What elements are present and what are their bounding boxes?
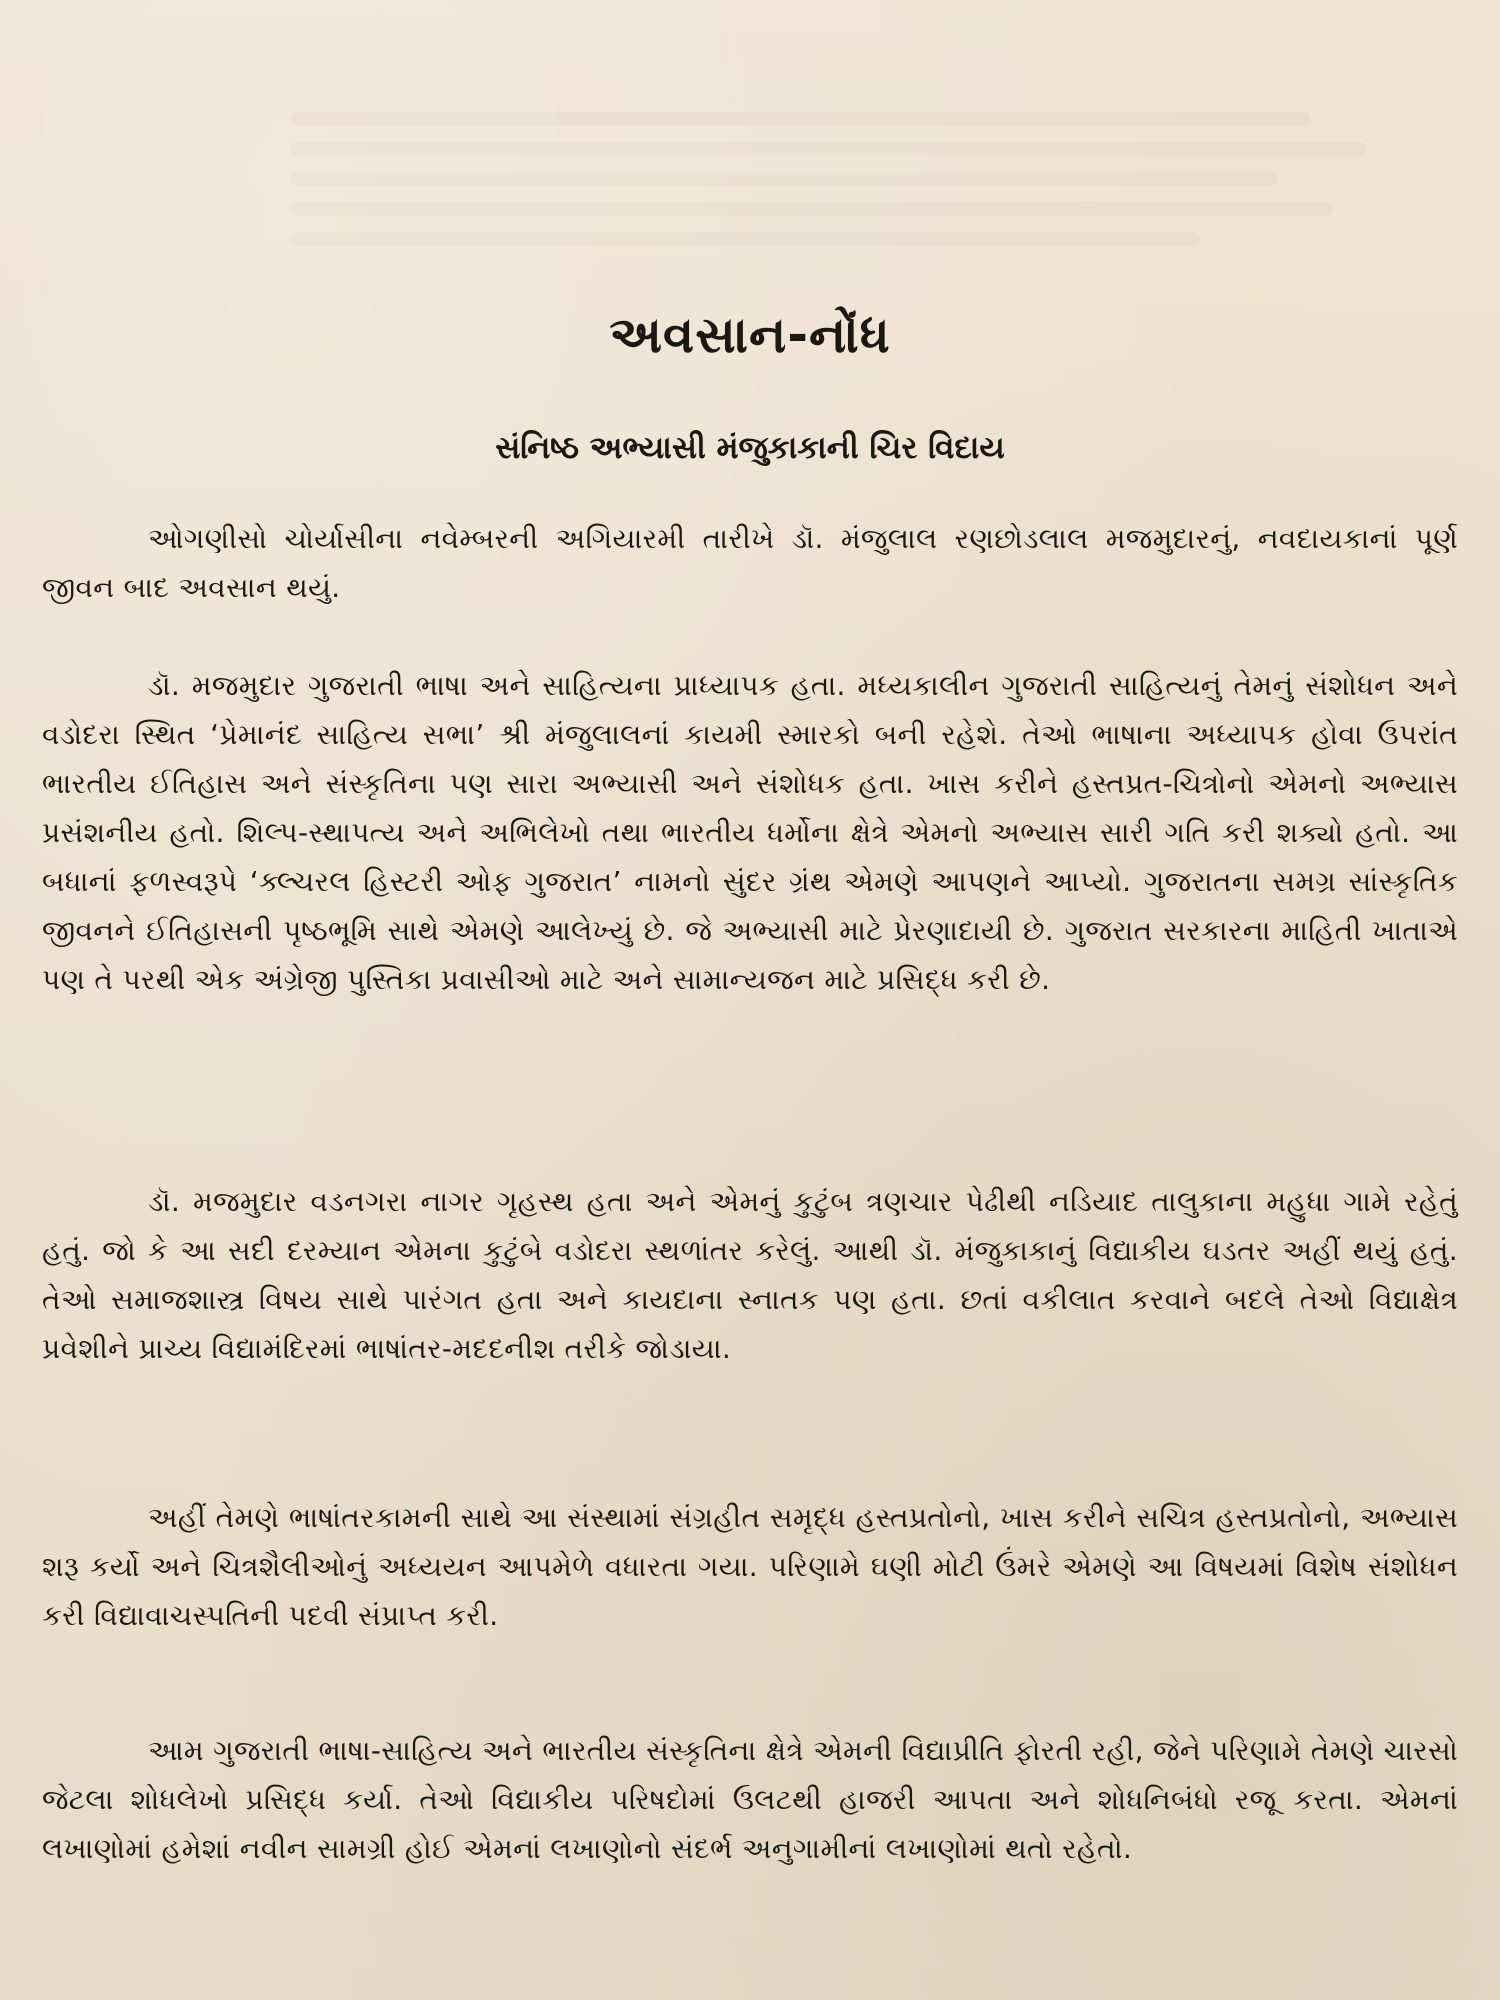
page-title: અવસાન-નોંધ [609, 306, 891, 364]
paragraph-1: ઓગણીસો ચોર્યાસીના નવેમ્બરની અગિયારમી તારીખે ડૉ. મંજુલાલ રણછોડલાલ મજમુદારનું, નવદાયકાનાં પૂર્ણ જીવન બાદ અવસાન થયું. [42, 522, 1458, 604]
paragraph-4: અહીં તેમણે ભાષાંતરકામની સાથે આ સંસ્થામાં સંગ્રહીત સમૃદ્ધ હસ્તપ્રતોનો, ખાસ કરીને સચિત્ર હસ્તપ્રતોનો, અભ્યાસ શરૂ કર્યો અને ચિત્રશૈલીઓનું અધ્યયન આપમેળે વધારતા ગયા. પરિણામે ઘણી મોટી ઉંમરે એમણે આ વિષયમાં વિશેષ સંશોધન કરી વિદ્યાવાચસ્પતિની પદવી સંપ્રાપ્ત કરી. [42, 1501, 1458, 1632]
page-subtitle: સંનિષ્ઠ અભ્યાસી મંજુકાકાની ચિર વિદાય [495, 430, 1005, 466]
paragraph-2: ડૉ. મજમુદાર ગુજરાતી ભાષા અને સાહિત્યના પ્રાધ્યાપક હતા. મધ્યકાલીન ગુજરાતી સાહિત્યનું તેમનું સંશોધન અને વડોદરા સ્થિત ‘પ્રેમાનંદ સાહિત્ય સભા’ શ્રી મંજુલાલનાં કાયમી સ્મારકો બની રહેશે. તેઓ ભાષાના અધ્યાપક હોવા ઉપરાંત ભારતીય ઈતિહાસ અને સંસ્કૃતિના પણ સારા અભ્યાસી અને સંશોધક હતા. ખાસ કરીને હસ્તપ્રત-ચિત્રોનો એમનો અભ્યાસ પ્રસંશનીય હતો. શિલ્પ-સ્થાપત્ય અને અભિલેખો તથા ભારતીય ધર્મોના ક્ષેત્રે એમનો અભ્યાસ સારી ગતિ કરી શક્યો હતો. આ બધાનાં ફળસ્વરૂપે ‘ક્લ્ચરલ હિસ્ટરી ઓફ ગુજરાત’ નામનો સુંદર ગ્રંથ એમણે આપણને આપ્યો. ગુજરાતના સમગ્ર સાંસ્કૃતિક જીવનને ઈતિહાસની પૃષ્ઠભૂમિ સાથે એમણે આલેખ્યું છે. જે અભ્યાસી માટે પ્રેરણાદાયી છે. ગુજરાત સરકારના માહિતી ખાતાએ પણ તે પરથી એક અંગ્રેજી પુસ્તિકા પ્રવાસીઓ માટે અને સામાન્યજન માટે પ્રસિદ્ધ કરી છે. [42, 669, 1458, 996]
paragraph-5: આમ ગુજરાતી ભાષા-સાહિત્ય અને ભારતીય સંસ્કૃતિના ક્ષેત્રે એમની વિદ્યાપ્રીતિ ફોરતી રહી, જેને પરિણામે તેમણે ચારસો જેટલા શોધલેખો પ્રસિદ્ધ કર્યા. તેઓ વિદ્યાકીય પરિષદોમાં ઉલટથી હાજરી આપતા અને શોધનિબંધો રજૂ કરતા. એમનાં લખાણોમાં હમેશાં નવીન સામગ્રી હોઈ એમનાં લખાણોનો સંદર્ભ અનુગામીનાં લખાણોમાં થતો રહેતો. [42, 1734, 1458, 1865]
bleed-through-texture [290, 96, 1400, 316]
paragraph-3: ડૉ. મજમુદાર વડનગરા નાગર ગૃહસ્થ હતા અને એમનું કુટુંબ ત્રણચાર પેઢીથી નડિયાદ તાલુકાના મહુધા ગામે રહેતું હતું. જો કે આ સદી દરમ્યાન એમના કુટુંબે વડોદરા સ્થળાંતર કરેલું. આથી ડૉ. મંજુકાકાનું વિદ્યાકીય ઘડતર અહીં થયું હતું. તેઓ સમાજશાસ્ત્ર વિષય સાથે પારંગત હતા અને કાયદાના સ્નાતક પણ હતા. છતાં વકીલાત કરવાને બદલે તેઓ વિદ્યાક્ષેત્ર પ્રવેશીને પ્રાચ્ય વિદ્યામંદિરમાં ભાષાંતર-મદદનીશ તરીકે જોડાયા. [42, 1185, 1458, 1365]
